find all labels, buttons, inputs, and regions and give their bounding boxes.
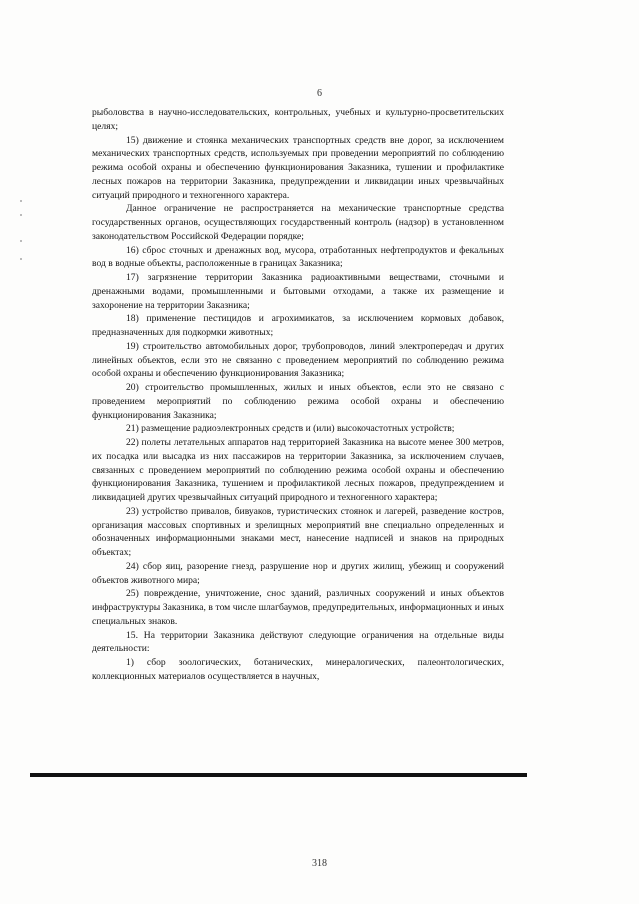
document-body-text [92,106,504,684]
paragraph-item-18: 18) применение пестицидов и агрохимикатов, за исключением кормовых добавок, предназначенных для подкормки животных; [92,313,504,338]
paragraph-item-21: 21) размещение радиоэлектронных средств и (или) высокочастотных устройств; [126,423,455,435]
paragraph-item-16: 16) сброс сточных и дренажных вод, мусора, отработанных нефтепродуктов и фекальных вод в водные объекты, расположенные в границах Заказника; [92,244,504,270]
paragraph-item-20: 20) строительство промышленных, жилых и иных объектов, если это не связано с проведением мероприятий по соблюдению режима особой охраны и обеспечению функционирования Заказника; [92,382,504,421]
paragraph-section-15: 15. На территории Заказника действуют следующие ограничения на отдельные виды деятельности: [92,629,504,655]
paragraph-item-19: 19) строительство автомобильных дорог, трубопроводов, линий электропередач и других линейных объектов, если это не связанно с проведением мероприятий по соблюдению режима особой охраны и обеспечению функционирования Заказника; [92,340,504,380]
paragraph-item-25: 25) повреждение, уничтожение, снос зданий, различных сооружений и иных объектов инфраструктуры Заказника, в том числе шлагбаумов, предупредительных, информационных и иных специальных знаков. [92,588,504,627]
horizontal-rule [30,773,527,777]
page-number-bottom: 318 [312,858,327,869]
paragraph-section-15-item-1: 1) сбор зоологических, ботанических, минералогических, палеонтологических, коллекционных материалов осуществляется в научных, [92,657,504,682]
paragraph-item-23: 23) устройство привалов, бивуаков, туристических стоянок и лагерей, разведение костров, организация массовых спортивных и зрелищных мероприятий вне специально определенных и обозначенных информационными знаками мест, нанесение надписей и знаков на природных объектах; [92,505,504,558]
scan-specks [20,200,24,260]
paragraph-item-17: 17) загрязнение территории Заказника радиоактивными веществами, сточными и дренажными водами, промышленными и бытовыми отходами, а также их размещение и захоронение на территории Заказника; [92,272,504,311]
paragraph-continuation: рыболовства в научно-исследовательских, контрольных, учебных и культурно-просветительских целях; [92,107,504,132]
paragraph-item-22: 22) полеты летательных аппаратов над территорией Заказника на высоте менее 300 метров, их посадка или высадка из них пассажиров на территории Заказника, за исключением случаев, связанных с проведением мероприятий по соблюдению режима особой охраны и обеспечению функционирования Заказника, тушением и профилактикой лесных пожаров, предупреждением и ликвидацией других чрезвычайных ситуаций природного и техногенного характера; [92,437,504,503]
paragraph-item-24: 24) сбор яиц, разорение гнезд, разрушение нор и других жилищ, убежищ и сооружений объектов животного мира; [92,560,504,586]
paragraph-item-15: 15) движение и стоянка механических транспортных средств вне дорог, за исключением механических транспортных средств, используемых при проведении мероприятий по соблюдению режима особой охраны и обеспечению функционирования Заказника, тушении и профилактике лесных пожаров на территории Заказника, предупреждении и ликвидации иных чрезвычайных ситуаций природного и техногенного характера. [92,134,504,201]
page-number-top: 6 [317,88,322,99]
paragraph-exception-note: Данное ограничение не распространяется на механические транспортные средства государственных органов, осуществляющих государственный контроль (надзор) в установленном законодательством Российской Федерации порядке; [92,203,504,242]
